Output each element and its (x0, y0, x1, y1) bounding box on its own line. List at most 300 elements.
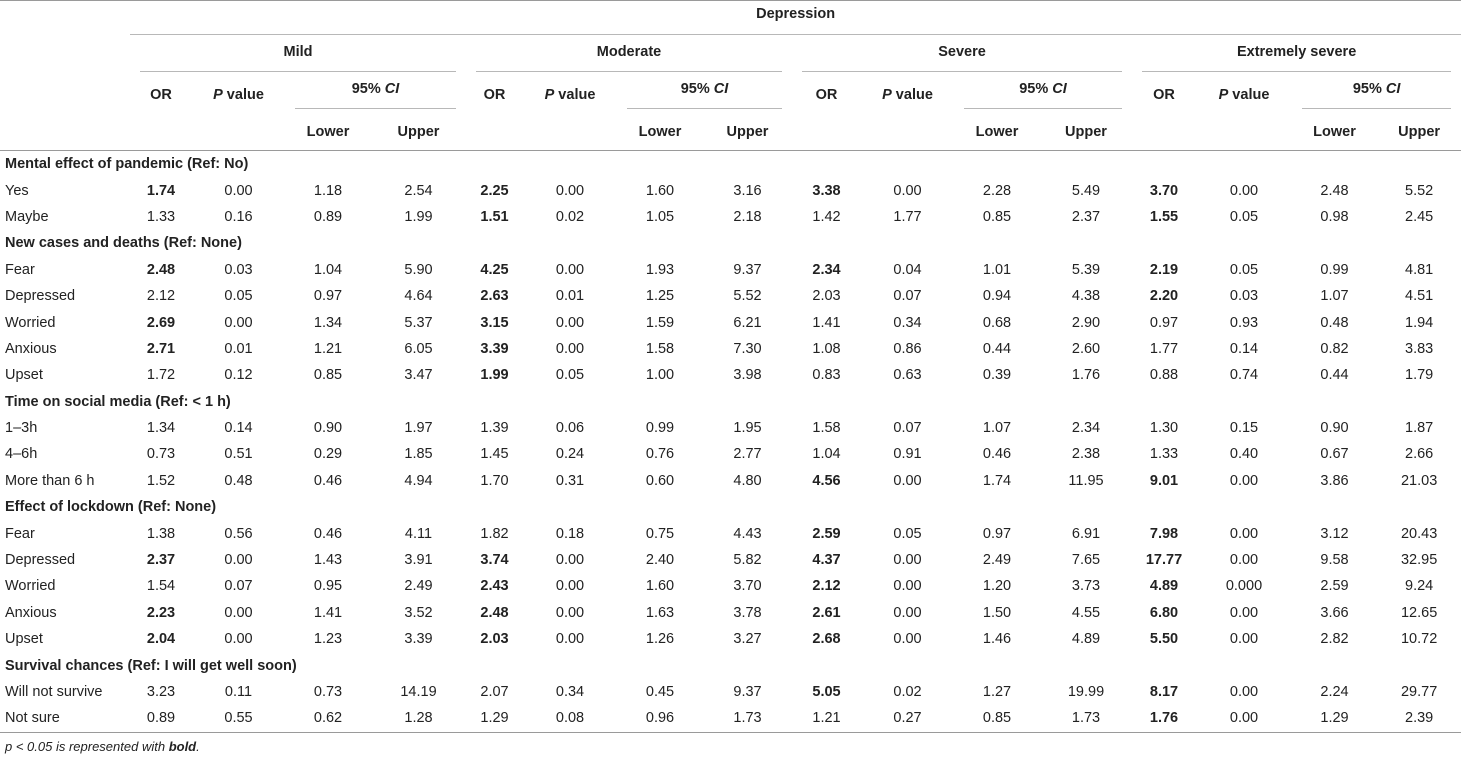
table-cell: 0.48 (224, 472, 253, 489)
table-cell: 2.68 (812, 631, 841, 648)
group-row-spacer (0, 39, 130, 76)
table-row (0, 177, 1461, 203)
table-cell: 0.97 (313, 288, 343, 305)
table-cell: 0.29 (313, 446, 343, 463)
table-cell: 2.59 (1320, 578, 1349, 595)
p-italic: P (213, 86, 223, 103)
table-cell: 0.02 (893, 684, 922, 700)
table-cell: 2.34 (1071, 420, 1101, 437)
table-cell: 3.70 (733, 578, 762, 595)
table-cell: 2.34 (812, 261, 841, 278)
table-cell: 4.43 (733, 525, 762, 542)
table-cell: 5.05 (812, 684, 841, 700)
section-title: Survival chances (Ref: I will get well soon) (5, 657, 297, 674)
table-cell: 1.51 (480, 208, 509, 225)
footnote-prefix: p < 0.05 is represented with (5, 738, 169, 754)
table-cell: 1.30 (1149, 420, 1179, 437)
table-cell: 1.27 (982, 684, 1012, 700)
table-cell: 0.55 (192, 705, 285, 732)
table-cell: 0.16 (224, 208, 253, 225)
table-cell: 2.49 (404, 578, 433, 595)
table-cell: 0.97 (982, 525, 1012, 542)
group-header-cell (130, 39, 466, 76)
ci-header-cell (285, 76, 466, 113)
table-cell: 1.23 (313, 631, 343, 648)
table-cell: 0.99 (645, 420, 675, 437)
table-cell: 3.91 (404, 552, 433, 569)
table-cell: 0.05 (1229, 261, 1259, 278)
table-cell: 0.44 (1320, 367, 1349, 384)
section-title: New cases and deaths (Ref: None) (5, 235, 242, 252)
row-label: 4–6h (5, 446, 38, 463)
table-cell: 5.90 (404, 261, 433, 278)
table-cell: 1.41 (313, 604, 343, 621)
lu-empty (130, 113, 192, 151)
table-cell: 3.38 (812, 182, 841, 199)
table-row (0, 336, 1461, 362)
table-cell: 0.00 (1229, 525, 1259, 542)
p-suffix: value (554, 86, 596, 103)
or-header: OR (815, 86, 838, 103)
table-cell: 0.00 (224, 604, 253, 621)
super-header-depression: Depression (130, 6, 1461, 35)
upper-header: Upper (1040, 113, 1132, 151)
table-cell: 0.14 (1229, 340, 1259, 357)
table-cell: 0.03 (1229, 288, 1259, 305)
table-cell: 0.89 (313, 208, 343, 225)
table-cell: 0.45 (645, 684, 675, 700)
table-cell: 2.04 (146, 631, 176, 648)
table-cell: 1.99 (480, 367, 509, 384)
table-cell: 1.73 (703, 705, 792, 732)
lu-empty (792, 113, 861, 151)
sub-row-spacer (0, 76, 130, 113)
table-cell: 1.97 (404, 420, 433, 437)
table-cell: 5.37 (404, 314, 433, 331)
table-cell: 2.28 (982, 182, 1012, 199)
p-value-header (192, 76, 285, 113)
lu-empty (1196, 113, 1292, 151)
table-cell: 5.52 (733, 288, 762, 305)
table-cell: 0.00 (893, 552, 922, 569)
table-cell: 6.80 (1149, 604, 1179, 621)
table-cell: 0.24 (555, 446, 585, 463)
section-title: Time on social media (Ref: < 1 h) (5, 393, 231, 410)
table-row (0, 626, 1461, 652)
group-header-cell (792, 39, 1132, 76)
table-cell: 0.00 (1196, 705, 1292, 732)
table-cell: 1.87 (1405, 420, 1434, 437)
lu-empty (466, 113, 523, 151)
group-header: Mild (140, 44, 456, 72)
table-cell: 0.15 (1229, 420, 1259, 437)
table-cell: 0.00 (1229, 552, 1259, 569)
table-cell: 0.60 (645, 472, 675, 489)
table-cell: 0.00 (555, 261, 585, 278)
table-cell: 1.33 (1149, 446, 1179, 463)
table-row (0, 547, 1461, 573)
table-cell: 2.37 (1071, 208, 1101, 225)
table-cell: 2.12 (146, 288, 176, 305)
or-header: OR (150, 86, 172, 103)
table-cell: 0.01 (555, 288, 585, 305)
table-cell: 2.49 (982, 552, 1012, 569)
table-cell: 3.12 (1320, 525, 1349, 542)
footnote (0, 739, 1461, 754)
table-cell: 9.01 (1149, 472, 1179, 489)
table-cell: 0.44 (982, 340, 1012, 357)
table-cell: 0.51 (224, 446, 253, 463)
table-cell: 9.58 (1320, 552, 1349, 569)
table-cell: 0.85 (313, 367, 343, 384)
table-cell: 0.11 (224, 684, 253, 700)
table-cell: 0.73 (146, 446, 176, 463)
table-cell: 7.65 (1071, 552, 1101, 569)
table-cell: 2.03 (812, 288, 841, 305)
table-cell: 1.99 (404, 208, 433, 225)
table-cell: 1.29 (466, 705, 523, 732)
table-cell: 7.30 (733, 340, 762, 357)
table-cell: 4.38 (1071, 288, 1101, 305)
table-cell: 2.90 (1071, 314, 1101, 331)
table-cell: 3.86 (1320, 472, 1349, 489)
table-cell: 2.60 (1071, 340, 1101, 357)
table-cell: 3.47 (404, 367, 433, 384)
table-cell: 0.62 (285, 705, 371, 732)
section-title: Mental effect of pandemic (Ref: No) (5, 156, 249, 173)
table-cell: 4.51 (1405, 288, 1434, 305)
table-cell: 0.90 (313, 420, 343, 437)
table-cell: 0.73 (313, 684, 343, 700)
table-cell: 1.76 (1071, 367, 1101, 384)
table-cell: 0.00 (893, 578, 922, 595)
table-cell: 1.33 (146, 208, 176, 225)
table-cell: 0.46 (982, 446, 1012, 463)
p-suffix: value (1228, 86, 1270, 103)
row-label: Upset (5, 367, 43, 384)
table-cell: 0.00 (555, 314, 585, 331)
table-cell: 2.48 (480, 604, 509, 621)
table-cell: 5.39 (1071, 261, 1101, 278)
table-cell: 2.43 (480, 578, 509, 595)
table-cell: 0.07 (893, 288, 922, 305)
table-cell: 3.16 (733, 182, 762, 199)
table-cell: 1.77 (893, 208, 922, 225)
table-cell: 1.07 (1320, 288, 1349, 305)
table-cell: 1.59 (645, 314, 675, 331)
table-cell: 0.00 (1229, 604, 1259, 621)
ci-prefix: 95% (351, 80, 385, 97)
table-cell: 0.85 (954, 705, 1040, 732)
table-cell: 2.07 (480, 684, 509, 700)
upper-header: Upper (703, 113, 792, 151)
p-value-header (1196, 76, 1292, 113)
table-cell: 11.95 (1068, 472, 1104, 489)
table-cell: 0.34 (555, 684, 585, 700)
table-cell: 1.07 (982, 420, 1012, 437)
table-cell: 5.49 (1071, 182, 1101, 199)
ci-italic: CI (384, 80, 400, 97)
table-cell: 2.45 (1405, 208, 1434, 225)
table-cell: 4.25 (480, 261, 509, 278)
section-header-row (0, 494, 1461, 520)
table-cell: 0.68 (982, 314, 1012, 331)
table-cell: 1.43 (313, 552, 343, 569)
p-italic: P (882, 86, 892, 103)
lu-empty (861, 113, 954, 151)
table-cell: 4.56 (812, 472, 841, 489)
table-cell: 3.78 (733, 604, 762, 621)
table-cell: 3.27 (733, 631, 762, 648)
ci-prefix: 95% (1352, 80, 1386, 97)
ci-header (964, 81, 1122, 109)
group-header: Severe (802, 44, 1122, 72)
table-cell: 1.73 (1040, 705, 1132, 732)
table-cell: 4.94 (404, 472, 433, 489)
table-cell: 3.73 (1071, 578, 1101, 595)
table-cell: 0.00 (555, 631, 585, 648)
table-cell: 1.85 (404, 446, 433, 463)
table-cell: 2.03 (480, 631, 509, 648)
table-cell: 9.24 (1405, 578, 1434, 595)
row-label: Fear (5, 525, 35, 542)
table-row (0, 283, 1461, 309)
table-cell: 0.00 (224, 631, 253, 648)
table-cell: 1.74 (146, 182, 176, 199)
table-cell: 20.43 (1400, 525, 1438, 542)
table-cell: 1.50 (982, 604, 1012, 621)
table-cell: 0.00 (555, 340, 585, 357)
table-cell: 0.88 (1149, 367, 1179, 384)
table-cell: 0.00 (224, 314, 253, 331)
table-cell: 0.05 (555, 367, 585, 384)
table-cell: 2.23 (146, 604, 176, 621)
row-label: Upset (5, 631, 43, 648)
table-cell: 7.98 (1149, 525, 1179, 542)
table-cell: 1.70 (480, 472, 509, 489)
footnote-bold-word: bold (168, 738, 197, 754)
table-cell: 1.01 (982, 261, 1012, 278)
p-suffix: value (891, 86, 933, 103)
table-cell: 1.21 (313, 340, 343, 357)
table-cell: 0.93 (1229, 314, 1259, 331)
table-cell: 1.93 (645, 261, 675, 278)
row-label: Anxious (5, 340, 57, 357)
table-cell: 4.80 (733, 472, 762, 489)
table-cell: 32.95 (1400, 552, 1438, 569)
table-cell: 0.00 (893, 631, 922, 648)
table-cell: 1.08 (812, 340, 841, 357)
table-cell: 2.63 (480, 288, 509, 305)
table-cell: 1.60 (645, 182, 675, 199)
row-label: Fear (5, 261, 35, 278)
ci-prefix: 95% (1019, 80, 1053, 97)
table-cell: 0.00 (893, 604, 922, 621)
p-italic: P (544, 86, 555, 103)
p-italic: P (1218, 86, 1229, 103)
group-header-cell (466, 39, 792, 76)
table-cell: 10.72 (1400, 631, 1438, 648)
table-cell: 2.20 (1149, 288, 1179, 305)
table-cell: 1.25 (645, 288, 675, 305)
section-header-row (0, 652, 1461, 678)
table-cell: 21.03 (1400, 472, 1438, 489)
table-cell: 0.86 (893, 340, 922, 357)
table-cell: 0.07 (893, 420, 922, 437)
row-label: Not sure (0, 705, 130, 732)
table-cell: 0.06 (555, 420, 585, 437)
table-cell: 2.24 (1320, 684, 1349, 700)
table-cell: 1.21 (792, 705, 861, 732)
table-cell: 1.76 (1132, 705, 1196, 732)
lower-header: Lower (617, 113, 703, 151)
table-cell: 0.00 (555, 578, 585, 595)
or-header: OR (1153, 86, 1175, 103)
table-cell: 0.00 (555, 182, 585, 199)
table-cell: 1.26 (645, 631, 675, 648)
table-cell: 1.72 (146, 367, 176, 384)
ci-header (1302, 81, 1451, 109)
table-cell: 0.000 (1225, 578, 1263, 595)
table-cell: 1.58 (812, 420, 841, 437)
table-cell: 3.15 (480, 314, 509, 331)
table-cell: 0.18 (555, 525, 585, 542)
table-cell: 0.82 (1320, 340, 1349, 357)
table-cell: 1.55 (1149, 208, 1179, 225)
section-header-row (0, 230, 1461, 256)
table-cell: 1.63 (645, 604, 675, 621)
table-cell: 4.89 (1149, 578, 1179, 595)
table-cell: 2.82 (1320, 631, 1349, 648)
table-cell: 0.05 (1229, 208, 1259, 225)
table-cell: 1.58 (645, 340, 675, 357)
ci-header-cell (617, 76, 792, 113)
table-row (0, 468, 1461, 494)
table-cell: 3.74 (480, 552, 509, 569)
table-cell: 0.00 (1229, 182, 1259, 199)
table-cell: 0.75 (645, 525, 675, 542)
table-cell: 1.41 (812, 314, 841, 331)
row-label: Worried (5, 314, 56, 331)
table-cell: 0.90 (1320, 420, 1349, 437)
table-cell: 6.21 (733, 314, 762, 331)
table-cell: 0.98 (1320, 208, 1349, 225)
table-cell: 1.18 (313, 182, 343, 199)
row-label: Depressed (5, 552, 76, 569)
table-cell: 3.39 (404, 631, 433, 648)
table-cell: 0.02 (555, 208, 585, 225)
table-cell: 1.45 (480, 446, 509, 463)
table-cell: 0.00 (893, 182, 922, 199)
lu-row-spacer (0, 113, 130, 151)
table-cell: 0.08 (523, 705, 617, 732)
table-cell: 5.82 (733, 552, 762, 569)
table-cell: 0.95 (313, 578, 343, 595)
lower-header: Lower (954, 113, 1040, 151)
upper-header: Upper (371, 113, 466, 151)
table-cell: 4.55 (1071, 604, 1101, 621)
lu-empty (192, 113, 285, 151)
table-cell: 2.54 (404, 182, 433, 199)
p-value-header (861, 76, 954, 113)
table-cell: 2.66 (1405, 446, 1434, 463)
table-cell: 0.91 (893, 446, 922, 463)
table-cell: 1.39 (480, 420, 509, 437)
table-cell: 1.52 (146, 472, 176, 489)
table-cell: 2.25 (480, 182, 509, 199)
table-cell: 0.07 (224, 578, 253, 595)
table-cell: 2.48 (146, 261, 176, 278)
table-cell: 1.04 (313, 261, 343, 278)
table-cell: 2.71 (146, 340, 176, 357)
table-cell: 3.23 (146, 684, 176, 700)
table-cell: 1.46 (982, 631, 1012, 648)
table-cell: 0.05 (893, 525, 922, 542)
ci-italic: CI (713, 80, 729, 97)
table-cell: 1.34 (313, 314, 343, 331)
header-corner (0, 1, 130, 40)
ci-header (295, 81, 456, 109)
table-cell: 1.79 (1405, 367, 1434, 384)
ci-italic: CI (1052, 80, 1067, 97)
table-row (0, 705, 1461, 732)
table-row (0, 520, 1461, 546)
table-cell: 0.27 (861, 705, 954, 732)
table-cell: 2.19 (1149, 261, 1179, 278)
table-cell: 12.65 (1400, 604, 1438, 621)
table-cell: 1.04 (812, 446, 841, 463)
table-cell: 6.05 (404, 340, 433, 357)
table-cell: 1.54 (146, 578, 176, 595)
table-cell: 0.99 (1320, 261, 1349, 278)
ci-italic: CI (1385, 80, 1401, 97)
table-cell: 2.48 (1320, 182, 1349, 199)
row-label: More than 6 h (5, 472, 95, 489)
table-cell: 0.96 (617, 705, 703, 732)
table-cell: 3.98 (733, 367, 762, 384)
table-cell: 19.99 (1067, 684, 1105, 700)
row-label: Depressed (5, 288, 76, 305)
ci-header (627, 81, 782, 109)
ci-prefix: 95% (680, 80, 714, 97)
row-label: 1–3h (5, 420, 38, 437)
group-header: Moderate (476, 44, 782, 72)
table-cell: 1.95 (733, 420, 762, 437)
upper-header: Upper (1377, 113, 1461, 151)
table-cell: 4.11 (404, 525, 433, 542)
table-cell: 4.37 (812, 552, 841, 569)
table-cell: 0.00 (224, 182, 253, 199)
p-suffix: value (222, 86, 264, 103)
lu-empty (1132, 113, 1196, 151)
table-cell: 0.40 (1229, 446, 1259, 463)
row-label: Maybe (5, 208, 49, 225)
table-cell: 0.00 (555, 604, 585, 621)
table-cell: 4.81 (1405, 261, 1434, 278)
table-cell: 0.00 (555, 552, 585, 569)
table-cell: 2.37 (146, 552, 176, 569)
table-cell: 17.77 (1145, 552, 1183, 569)
table-cell: 1.29 (1292, 705, 1377, 732)
table-cell: 0.03 (224, 261, 253, 278)
table-cell: 1.42 (812, 208, 841, 225)
table-row (0, 441, 1461, 467)
p-value-header (523, 76, 617, 113)
table-cell: 0.34 (893, 314, 922, 331)
table-cell: 0.05 (224, 288, 253, 305)
table-cell: 2.77 (733, 446, 762, 463)
table-cell: 2.40 (645, 552, 675, 569)
